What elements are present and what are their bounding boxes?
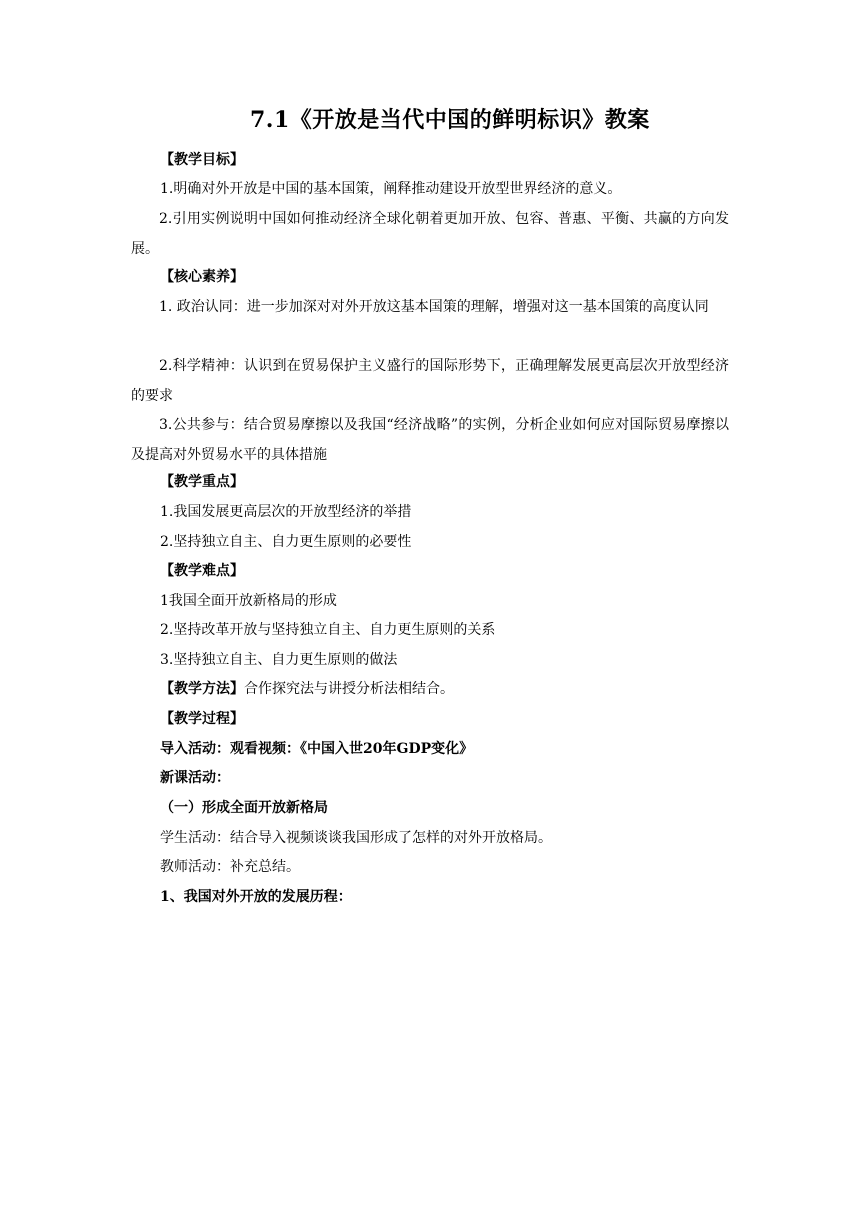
difficulties-item-2: 2.坚持改革开放与坚持独立自主、自力更生原则的关系 bbox=[160, 622, 496, 638]
key-points-heading: 【教学重点】 bbox=[160, 474, 244, 490]
difficulties-item-1: 1我国全面开放新格局的形成 bbox=[160, 593, 337, 609]
process-teacher-activity: 教师活动：补充总结。 bbox=[160, 859, 300, 875]
process-student-activity: 学生活动：结合导入视频谈谈我国形成了怎样的对外开放格局。 bbox=[160, 830, 552, 846]
literacy-heading: 【核心素养】 bbox=[160, 269, 244, 285]
process-new-lesson: 新课活动： bbox=[160, 770, 230, 786]
process-point-1: 1、我国对外开放的发展历程： bbox=[160, 889, 352, 905]
objectives-item-2: 2.引用实例说明中国如何推动经济全球化朝着更加开放、包容、普惠、平衡、共赢的方向发展。 bbox=[131, 211, 729, 257]
literacy-item-1: 1. 政治认同：进一步加深对对外开放这基本国策的理解，增强对这一基本国策的高度认同 bbox=[159, 299, 709, 315]
objectives-item-1: 1.明确对外开放是中国的基本国策，阐释推动建设开放型世界经济的意义。 bbox=[160, 181, 622, 197]
difficulties-heading: 【教学难点】 bbox=[160, 563, 244, 579]
difficulties-item-3: 3.坚持独立自主、自力更生原则的做法 bbox=[160, 652, 398, 668]
methods-heading: 【教学方法】 bbox=[160, 681, 244, 697]
key-points-item-1: 1.我国发展更高层次的开放型经济的举措 bbox=[160, 504, 412, 520]
objectives-heading: 【教学目标】 bbox=[160, 152, 244, 168]
methods-text: 合作探究法与讲授分析法相结合。 bbox=[244, 681, 454, 697]
document-title: 7.1《开放是当代中国的鲜明标识》教案 bbox=[250, 107, 650, 133]
key-points-item-2: 2.坚持独立自主、自力更生原则的必要性 bbox=[160, 534, 412, 550]
literacy-item-3: 3.公共参与：结合贸易摩擦以及我国“经济战略”的实例，分析企业如何应对国际贸易摩擦以及提高对外贸易水平的具体措施 bbox=[131, 417, 729, 463]
process-intro: 导入活动：观看视频：《中国入世20年GDP变化》 bbox=[160, 741, 474, 757]
process-section-1: （一）形成全面开放新格局 bbox=[160, 800, 328, 816]
literacy-item-2: 2.科学精神：认识到在贸易保护主义盛行的国际形势下，正确理解发展更高层次开放型经济的要求 bbox=[131, 358, 729, 404]
process-heading: 【教学过程】 bbox=[160, 711, 244, 727]
methods-line bbox=[160, 679, 454, 699]
